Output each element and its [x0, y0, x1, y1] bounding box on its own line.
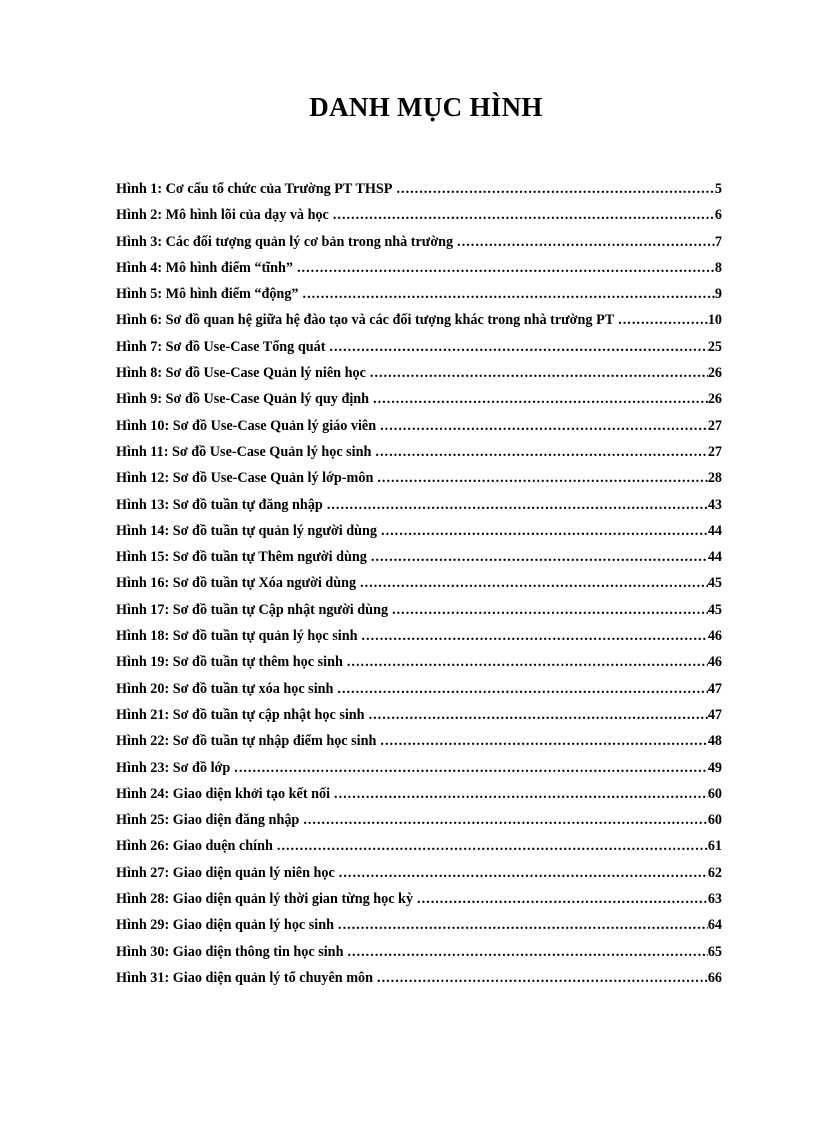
dot-leader [618, 307, 708, 333]
figure-entry-label: Hình 26: Giao duện chính [116, 838, 273, 855]
dot-leader [234, 755, 708, 781]
dot-leader [370, 360, 708, 386]
figure-entry-page-number: 60 [707, 812, 722, 829]
figure-list-entry[interactable] [116, 912, 722, 938]
figure-entry-page-number: 63 [707, 891, 722, 908]
figure-entry-page-number: 6 [714, 207, 722, 224]
figure-entry-label: Hình 21: Sơ đồ tuần tự cập nhật học sinh [116, 706, 365, 723]
dot-leader [333, 202, 715, 228]
dot-leader [392, 597, 708, 623]
page-title: DANH MỤC HÌNH [309, 92, 543, 122]
figure-list-entry[interactable] [116, 965, 722, 991]
figure-entry-page-number: 8 [714, 259, 722, 276]
figure-entry-label: Hình 13: Sơ đồ tuần tự đăng nhập [116, 496, 323, 513]
figure-entry-label: Hình 23: Sơ đồ lớp [116, 759, 231, 776]
dot-leader [417, 886, 708, 912]
figure-list-entry[interactable] [116, 281, 722, 307]
dot-leader [277, 833, 708, 859]
figure-entry-label: Hình 17: Sơ đồ tuần tự Cập nhật người dùng [116, 601, 389, 618]
figure-list-entry[interactable] [116, 702, 722, 728]
figure-entry-page-number: 10 [707, 312, 722, 329]
dot-leader [396, 176, 714, 202]
figure-list-entry[interactable] [116, 202, 722, 228]
figure-entry-page-number: 65 [707, 943, 722, 960]
dot-leader [327, 492, 708, 518]
figure-list-entry[interactable] [116, 176, 722, 202]
figure-list-entry[interactable] [116, 518, 722, 544]
figure-entry-page-number: 44 [707, 522, 722, 539]
figure-list-entry[interactable] [116, 807, 722, 833]
figure-entry-label: Hình 27: Giao diện quản lý niên học [116, 864, 335, 881]
figure-entry-label: Hình 2: Mô hình lõi của dạy và học [116, 207, 329, 224]
dot-leader [380, 728, 707, 754]
figure-entry-page-number: 45 [707, 575, 722, 592]
figure-list-entry[interactable] [116, 623, 722, 649]
dot-leader [380, 413, 708, 439]
figure-entry-label: Hình 19: Sơ đồ tuần tự thêm học sinh [116, 654, 343, 671]
figure-entry-label: Hình 10: Sơ đồ Use-Case Quản lý giáo viên [116, 417, 377, 434]
figure-entry-page-number: 46 [707, 628, 722, 645]
figure-entry-label: Hình 12: Sơ đồ Use-Case Quản lý lớp-môn [116, 470, 374, 487]
figure-list-entry[interactable] [116, 728, 722, 754]
dot-leader [334, 781, 708, 807]
figure-entry-page-number: 66 [707, 969, 722, 986]
figure-entry-page-number: 27 [707, 417, 722, 434]
figure-entry-page-number: 46 [707, 654, 722, 671]
figure-entry-label: Hình 3: Các đối tượng quản lý cơ bản trong nhà trường [116, 233, 454, 250]
dot-leader [303, 807, 707, 833]
dot-leader [329, 334, 707, 360]
figure-list-entry[interactable] [116, 386, 722, 412]
figure-entry-label: Hình 30: Giao diện thông tin học sinh [116, 943, 344, 960]
figure-list-entry[interactable] [116, 439, 722, 465]
figure-list-entry[interactable] [116, 649, 722, 675]
figure-entry-page-number: 28 [707, 470, 722, 487]
figure-entry-page-number: 48 [707, 733, 722, 750]
figure-list-entry[interactable] [116, 255, 722, 281]
figure-list [116, 176, 722, 991]
figure-entry-page-number: 7 [714, 233, 722, 250]
figure-entry-label: Hình 16: Sơ đồ tuần tự Xóa người dùng [116, 575, 357, 592]
figure-entry-label: Hình 31: Giao diện quản lý tổ chuyên môn [116, 969, 374, 986]
dot-leader [362, 623, 708, 649]
figure-list-entry[interactable] [116, 781, 722, 807]
figure-list-entry[interactable] [116, 597, 722, 623]
dot-leader [297, 255, 715, 281]
figure-list-entry[interactable] [116, 413, 722, 439]
dot-leader [369, 702, 708, 728]
figure-entry-label: Hình 5: Mô hình điểm “động” [116, 286, 299, 303]
dot-leader [360, 570, 708, 596]
figure-list-entry[interactable] [116, 860, 722, 886]
figure-list-entry[interactable] [116, 492, 722, 518]
figure-list-entry[interactable] [116, 939, 722, 965]
figure-entry-label: Hình 22: Sơ đồ tuần tự nhập điểm học sinh [116, 733, 377, 750]
figure-entry-page-number: 47 [707, 706, 722, 723]
figure-list-entry[interactable] [116, 229, 722, 255]
figure-list-entry[interactable] [116, 334, 722, 360]
figure-entry-page-number: 9 [714, 286, 722, 303]
dot-leader [377, 965, 708, 991]
figure-list-entry[interactable] [116, 755, 722, 781]
figure-entry-label: Hình 25: Giao diện đăng nhập [116, 812, 300, 829]
figure-list-entry[interactable] [116, 360, 722, 386]
dot-leader [347, 939, 707, 965]
figure-entry-page-number: 60 [707, 785, 722, 802]
figure-entry-page-number: 64 [707, 917, 722, 934]
dot-leader [339, 860, 708, 886]
figure-entry-page-number: 5 [714, 181, 722, 197]
figure-entry-label: Hình 14: Sơ đồ tuần tự quản lý người dùng [116, 522, 378, 539]
figure-entry-page-number: 27 [707, 443, 722, 460]
figure-entry-page-number: 61 [707, 838, 722, 855]
dot-leader [347, 649, 708, 675]
figure-entry-label: Hình 15: Sơ đồ tuần tự Thêm người dùng [116, 549, 367, 566]
figure-list-entry[interactable] [116, 307, 722, 333]
figure-list-entry[interactable] [116, 544, 722, 570]
figure-entry-label: Hình 18: Sơ đồ tuần tự quản lý học sinh [116, 628, 358, 645]
figure-entry-page-number: 44 [707, 549, 722, 566]
figure-entry-page-number: 43 [707, 496, 722, 513]
figure-entry-page-number: 26 [707, 391, 722, 408]
figure-entry-label: Hình 11: Sơ đồ Use-Case Quản lý học sinh [116, 443, 372, 460]
figure-entry-page-number: 25 [707, 338, 722, 355]
figure-list-entry[interactable] [116, 676, 722, 702]
figure-list-entry[interactable] [116, 886, 722, 912]
figure-list-entry[interactable] [116, 833, 722, 859]
figure-entry-label: Hình 6: Sơ đồ quan hệ giữa hệ đào tạo và các đối tượng khác trong nhà trường PT [116, 312, 615, 329]
figure-entry-label: Hình 20: Sơ đồ tuần tự xóa học sinh [116, 680, 334, 697]
figure-entry-label: Hình 8: Sơ đồ Use-Case Quản lý niên học [116, 365, 366, 382]
dot-leader [373, 386, 708, 412]
dot-leader [375, 439, 707, 465]
dot-leader [337, 676, 707, 702]
dot-leader [303, 281, 715, 307]
dot-leader [371, 544, 708, 570]
figure-list-entry[interactable] [116, 465, 722, 491]
figure-entry-label: Hình 1: Cơ cấu tổ chức của Trường PT THSP [116, 181, 393, 197]
dot-leader [377, 465, 707, 491]
dot-leader [381, 518, 708, 544]
dot-leader [338, 912, 708, 938]
figure-entry-page-number: 49 [707, 759, 722, 776]
figure-entry-label: Hình 24: Giao diện khởi tạo kết nối [116, 785, 331, 802]
dot-leader [457, 229, 715, 255]
figure-entry-label: Hình 4: Mô hình điểm “tĩnh” [116, 259, 293, 276]
figure-entry-label: Hình 9: Sơ đồ Use-Case Quản lý quy định [116, 391, 370, 408]
figure-entry-label: Hình 7: Sơ đồ Use-Case Tổng quát [116, 338, 326, 355]
figure-entry-label: Hình 29: Giao diện quản lý học sinh [116, 917, 335, 934]
figure-entry-page-number: 47 [707, 680, 722, 697]
figure-entry-page-number: 45 [707, 601, 722, 618]
figure-entry-label: Hình 28: Giao diện quản lý thời gian từng học kỳ [116, 891, 414, 908]
figure-entry-page-number: 62 [707, 864, 722, 881]
figure-entry-page-number: 26 [707, 365, 722, 382]
figure-list-entry[interactable] [116, 570, 722, 596]
